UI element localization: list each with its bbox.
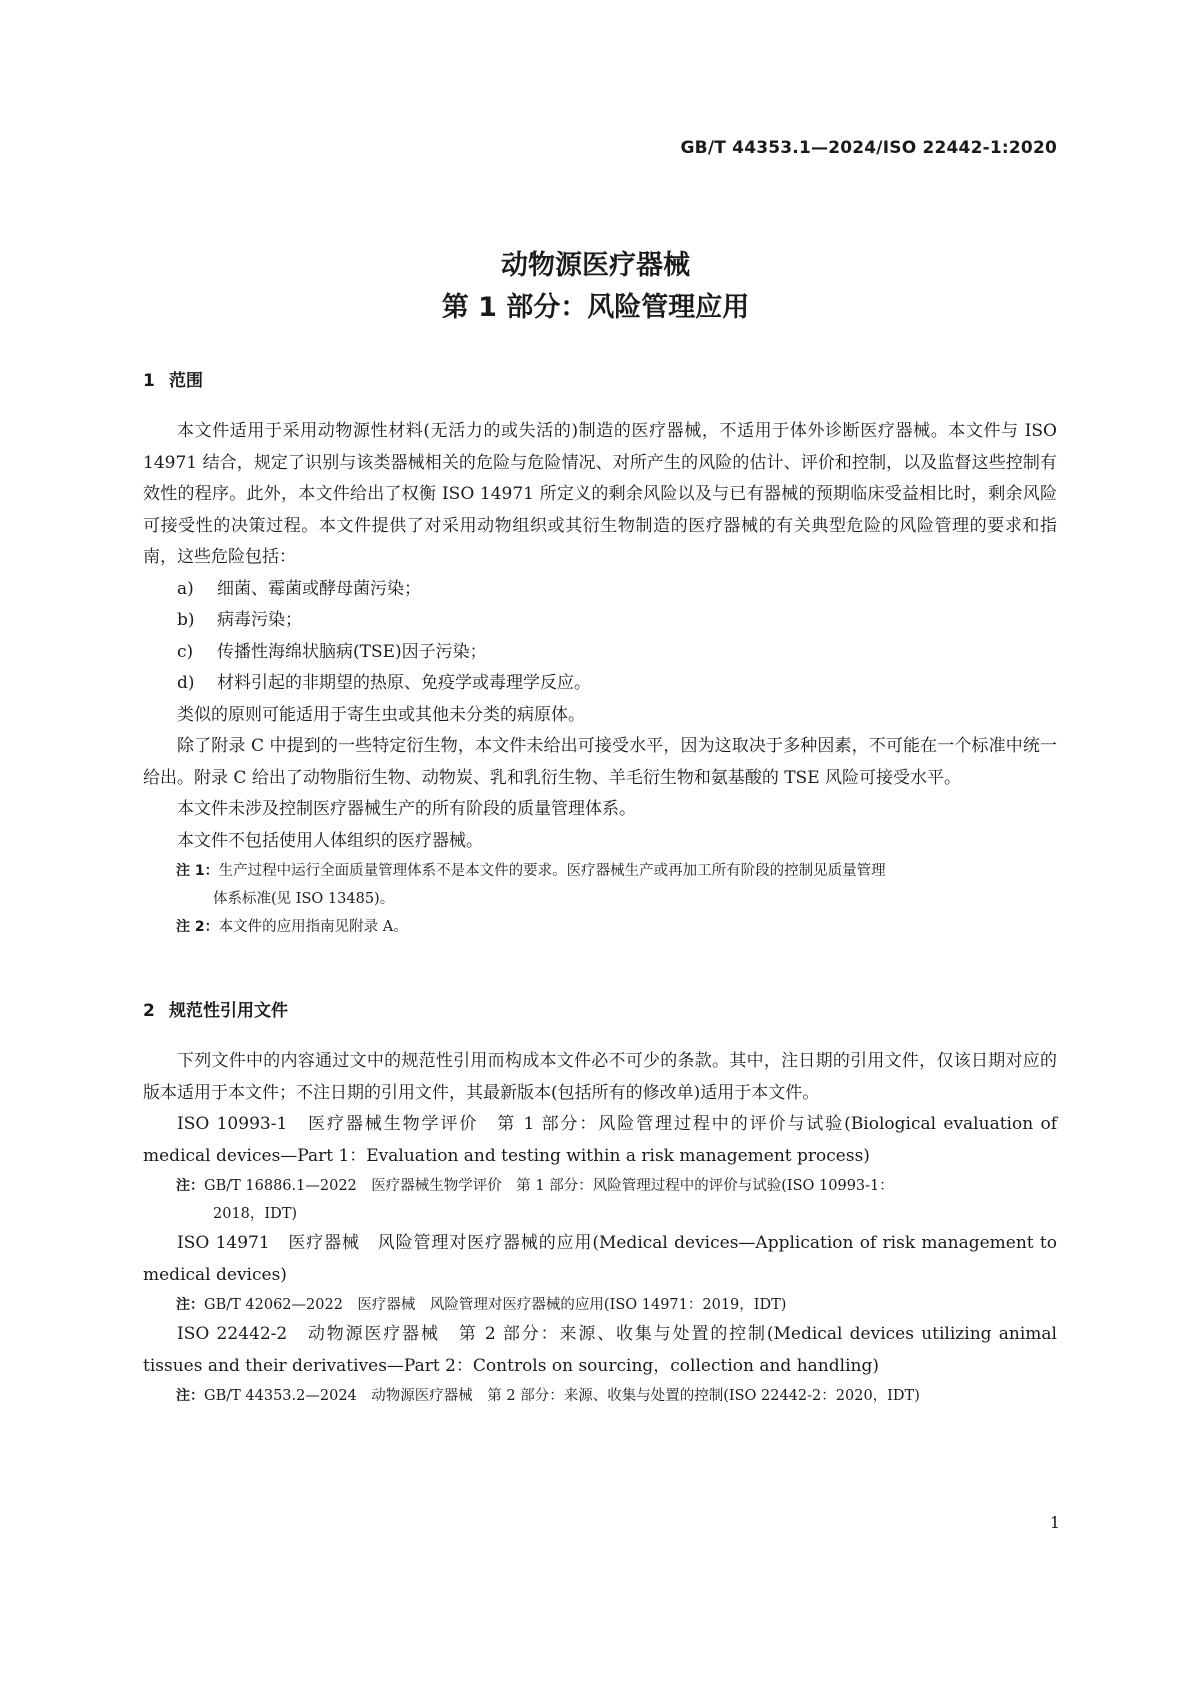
section-number: 1 [143, 371, 155, 391]
list-item [143, 605, 1057, 637]
reference-entry: ISO 14971 医疗器械 风险管理对医疗器械的应用(Medical devices—Application of risk management to medical devices) [143, 1233, 1057, 1285]
paragraph: 本文件适用于采用动物源性材料(无活力的或失活的)制造的医疗器械，不适用于体外诊断医疗器械。本文件与 ISO 14971 结合，规定了识别与该类器械相关的危险与危险情况、对所产生的风险的估计、评价和控制，以及监督这些控制有效性的程序。此外，本文件给出了权衡 ISO 14971 所定义的剩余风险以及与已有器械的预期临床受益相比时，剩余风险可接受性的决策过程。本文件提供了对采用动物组织或其衍生物制造的医疗器械的有关典型危险的风险管理的要求和指南，这些危险包括： [143, 421, 1057, 567]
list-text: 传播性海绵状脑病(TSE)因子污染； [217, 641, 487, 662]
note-text: GB/T 42062—2022 医疗器械 风险管理对医疗器械的应用(ISO 14971：2019，IDT) [204, 1297, 787, 1313]
note-text: GB/T 44353.2—2024 动物源医疗器械 第 2 部分：来源、收集与处置的控制(ISO 22442-2：2020，IDT) [204, 1388, 920, 1404]
normative-body [143, 1046, 1057, 1410]
reference-entry: ISO 22442-2 动物源医疗器械 第 2 部分：来源、收集与处置的控制(Medical devices utilizing animal tissues and their derivatives—Part 2：Controls on sourcing，collection and handling) [143, 1324, 1057, 1376]
paragraph: 除了附录 C 中提到的一些特定衍生物，本文件未给出可接受水平，因为这取决于多种因素，不可能在一个标准中统一给出。附录 C 给出了动物脂衍生物、动物炭、乳和乳衍生物、羊毛衍生物和氨基酸的 TSE 风险可接受水平。 [143, 736, 1057, 788]
note-text: GB/T 16886.1—2022 医疗器械生物学评价 第 1 部分：风险管理过程中的评价与试验(ISO 10993-1： [204, 1178, 894, 1194]
scope-body [143, 416, 1057, 941]
note [143, 1172, 1057, 1228]
note-text: 生产过程中运行全面质量管理体系不是本文件的要求。医疗器械生产或再加工所有阶段的控制见质量管理 [218, 863, 886, 879]
section-number: 2 [143, 1001, 155, 1021]
list-text: 细菌、霉菌或酵母菌污染； [217, 578, 421, 599]
page-number: 1 [1049, 1513, 1060, 1532]
note-label: 注 1： [176, 863, 219, 879]
paragraph: 本文件未涉及控制医疗器械生产的所有阶段的质量管理体系。 [177, 799, 636, 819]
list-marker: a) [177, 578, 194, 599]
standard-code: GB/T 44353.1—2024/ISO 22442-1:2020 [680, 138, 1057, 158]
note-label: 注： [176, 1388, 204, 1404]
list-item [143, 637, 1057, 669]
list-marker: b) [177, 610, 195, 630]
note-label: 注： [176, 1178, 204, 1194]
list-item [143, 668, 1057, 700]
paragraph: 类似的原则可能适用于寄生虫或其他未分类的病原体。 [177, 704, 585, 725]
note [143, 913, 1057, 941]
list-item [143, 574, 1057, 606]
note-label: 注 2： [176, 919, 219, 935]
note-text: 本文件的应用指南见附录 A。 [218, 919, 408, 935]
section-heading-scope [143, 366, 203, 391]
note-label: 注： [176, 1297, 204, 1313]
list-text: 病毒污染； [217, 610, 302, 630]
note [143, 857, 1057, 913]
list-marker: d) [177, 673, 195, 693]
paragraph: 本文件不包括使用人体组织的医疗器械。 [177, 830, 483, 851]
paragraph: 下列文件中的内容通过文中的规范性引用而构成本文件必不可少的条款。其中，注日期的引用文件，仅该日期对应的版本适用于本文件；不注日期的引用文件，其最新版本(包括所有的修改单)适用于本文件。 [143, 1051, 1057, 1103]
note [143, 1382, 1057, 1410]
note-text-continued: 体系标准(见 ISO 13485)。 [213, 891, 395, 907]
note [143, 1291, 1057, 1319]
document-subtitle: 第 1 部分：风险管理应用 [441, 292, 750, 323]
note-text-continued: 2018，IDT) [213, 1206, 298, 1222]
list-text: 材料引起的非期望的热原、免疫学或毒理学反应。 [217, 673, 591, 693]
document-title: 动物源医疗器械 [501, 250, 690, 281]
list-marker: c) [177, 641, 194, 662]
section-title: 规范性引用文件 [169, 1001, 288, 1021]
section-title: 范围 [169, 371, 203, 391]
section-heading-normative-references [143, 996, 288, 1021]
reference-entry: ISO 10993-1 医疗器械生物学评价 第 1 部分：风险管理过程中的评价与试验(Biological evaluation of medical devices—Part 1：Evaluation and testing within a risk management process) [143, 1114, 1057, 1166]
